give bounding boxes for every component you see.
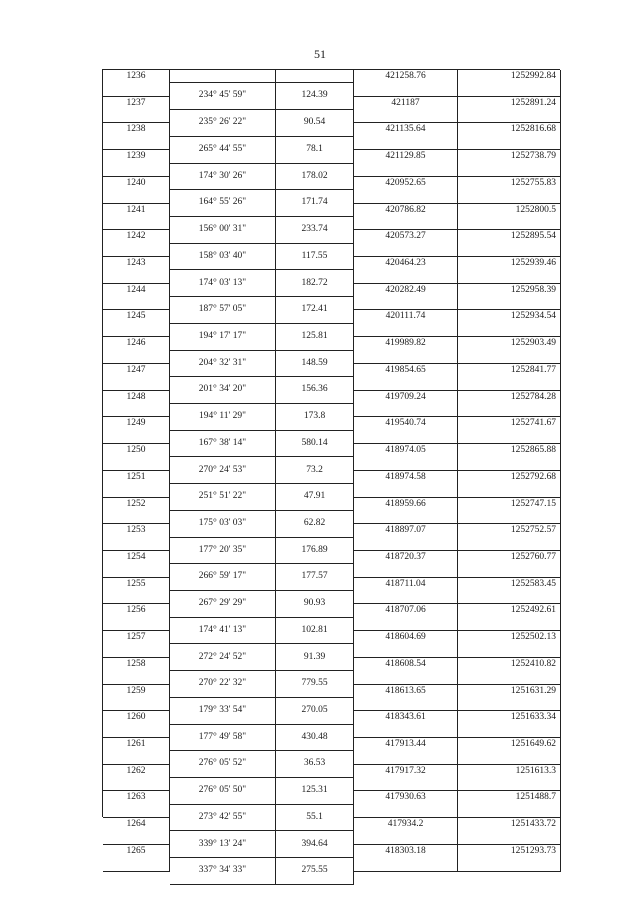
bearing-angle-cell: 167° 38' 14" xyxy=(170,431,276,458)
bearing-angle-cell: 204° 32' 31" xyxy=(170,351,276,378)
x-coordinate-cell: 418604.69 xyxy=(354,631,458,658)
bearing-angle-cell: 276° 05' 50" xyxy=(170,778,276,805)
y-coordinate-cell: 1251649.62 xyxy=(458,738,561,765)
bearing-angle-cell: 187° 57' 05" xyxy=(170,297,276,324)
distance-cell: 47.91 xyxy=(276,484,354,511)
bearing-angle-cell: 265° 44' 55" xyxy=(170,137,276,164)
distance-cell: 91.39 xyxy=(276,644,354,671)
x-coordinate-cell: 417917.32 xyxy=(354,765,458,792)
bearing-angle-cell: 194° 17' 17" xyxy=(170,324,276,351)
bearing-angle-cell: 158° 03' 40" xyxy=(170,244,276,271)
distance-cell: 62.82 xyxy=(276,511,354,538)
point-number-cell: 1254 xyxy=(103,551,170,578)
distance-cell: 173.8 xyxy=(276,404,354,431)
bearing-angle-cell: 272° 24' 52" xyxy=(170,644,276,671)
y-coordinate-cell: 1251633.34 xyxy=(458,711,561,738)
x-coordinate-cell: 419854.65 xyxy=(354,364,458,391)
x-coordinate-cell: 419540.74 xyxy=(354,417,458,444)
x-coordinate-cell: 418711.04 xyxy=(354,578,458,605)
distance-cell: 172.41 xyxy=(276,297,354,324)
page-number: 51 xyxy=(314,47,326,61)
bearing-angle-cell: 234° 45' 59" xyxy=(170,83,276,110)
bearing-angle-cell: 175° 03' 03" xyxy=(170,511,276,538)
distance-cell: 275.55 xyxy=(276,858,354,885)
distance-cell: 148.59 xyxy=(276,351,354,378)
x-coordinate-cell: 418707.06 xyxy=(354,604,458,631)
distance-cell: 233.74 xyxy=(276,217,354,244)
y-coordinate-cell: 1251293.73 xyxy=(458,845,561,872)
y-coordinate-cell: 1252903.49 xyxy=(458,337,561,364)
x-coordinate-cell: 420111.74 xyxy=(354,310,458,337)
x-coordinate-cell: 420952.65 xyxy=(354,177,458,204)
distance-cell: 55.1 xyxy=(276,805,354,832)
y-coordinate-cell: 1252891.24 xyxy=(458,97,561,124)
bearing-angle-cell: 164° 55' 26" xyxy=(170,190,276,217)
coordinate-table xyxy=(102,69,560,876)
y-coordinate-cell: 1252800.5 xyxy=(458,204,561,231)
bearing-angle-cell: 337° 34' 33" xyxy=(170,858,276,885)
bearing-angle-cell: 270° 24' 53" xyxy=(170,457,276,484)
distance-cell: 178.02 xyxy=(276,164,354,191)
bearing-angle-cell: 273° 42' 55" xyxy=(170,805,276,832)
point-number-cell: 1237 xyxy=(103,97,170,124)
y-coordinate-cell: 1252792.68 xyxy=(458,471,561,498)
bearing-angle-cell: 194° 11' 29" xyxy=(170,404,276,431)
x-coordinate-cell: 419989.82 xyxy=(354,337,458,364)
y-coordinate-cell: 1252583.45 xyxy=(458,578,561,605)
point-number-cell: 1265 xyxy=(103,845,170,872)
x-coordinate-cell: 421258.76 xyxy=(354,70,458,97)
y-coordinate-cell: 1252934.54 xyxy=(458,310,561,337)
point-number-cell: 1243 xyxy=(103,257,170,284)
bearing-angle-cell: 177° 49' 58" xyxy=(170,725,276,752)
y-coordinate-cell: 1251488.7 xyxy=(458,791,561,818)
point-number-cell: 1255 xyxy=(103,578,170,605)
bearing-angle-cell: 156° 00' 31" xyxy=(170,217,276,244)
y-coordinate-cell: 1252784.28 xyxy=(458,391,561,418)
point-number-cell: 1236 xyxy=(103,70,170,97)
bearing-angle-cell: 179° 33' 54" xyxy=(170,698,276,725)
distance-cell: 394.64 xyxy=(276,831,354,858)
distance-cell: 90.54 xyxy=(276,110,354,137)
y-coordinate-cell: 1252865.88 xyxy=(458,444,561,471)
y-coordinate-cell: 1252747.15 xyxy=(458,498,561,525)
x-coordinate-cell: 418303.18 xyxy=(354,845,458,872)
empty-cell xyxy=(276,70,354,83)
distance-cell: 156.36 xyxy=(276,377,354,404)
point-number-cell: 1264 xyxy=(103,818,170,845)
point-number-cell: 1245 xyxy=(103,310,170,337)
x-coordinate-cell: 420282.49 xyxy=(354,284,458,311)
y-coordinate-cell: 1252895.54 xyxy=(458,230,561,257)
point-number-cell: 1242 xyxy=(103,230,170,257)
x-coordinate-cell: 418897.07 xyxy=(354,524,458,551)
distance-cell: 117.55 xyxy=(276,244,354,271)
x-coordinate-cell: 421135.64 xyxy=(354,123,458,150)
y-coordinate-cell: 1252492.61 xyxy=(458,604,561,631)
point-number-cell: 1248 xyxy=(103,391,170,418)
x-coordinate-cell: 418974.58 xyxy=(354,471,458,498)
distance-cell: 36.53 xyxy=(276,751,354,778)
distance-cell: 102.81 xyxy=(276,618,354,645)
bearing-angle-cell: 235° 26' 22" xyxy=(170,110,276,137)
x-coordinate-cell: 420573.27 xyxy=(354,230,458,257)
y-coordinate-cell: 1252939.46 xyxy=(458,257,561,284)
y-coordinate-cell: 1252410.82 xyxy=(458,658,561,685)
x-coordinate-cell: 417930.63 xyxy=(354,791,458,818)
x-coordinate-cell: 418720.37 xyxy=(354,551,458,578)
y-coordinate-cell: 1252741.67 xyxy=(458,417,561,444)
x-coordinate-cell: 417913.44 xyxy=(354,738,458,765)
x-coordinate-cell: 417934.2 xyxy=(354,818,458,845)
point-number-cell: 1263 xyxy=(103,791,170,818)
y-coordinate-cell: 1252755.83 xyxy=(458,177,561,204)
distance-cell: 90.93 xyxy=(276,591,354,618)
point-number-cell: 1241 xyxy=(103,204,170,231)
point-number-cell: 1247 xyxy=(103,364,170,391)
distance-cell: 171.74 xyxy=(276,190,354,217)
distance-cell: 125.31 xyxy=(276,778,354,805)
point-number-cell: 1238 xyxy=(103,123,170,150)
bearing-angle-cell: 177° 20' 35" xyxy=(170,538,276,565)
distance-cell: 430.48 xyxy=(276,725,354,752)
point-number-cell: 1251 xyxy=(103,471,170,498)
y-coordinate-cell: 1252752.57 xyxy=(458,524,561,551)
empty-cell xyxy=(170,70,276,83)
y-coordinate-cell: 1251631.29 xyxy=(458,685,561,712)
point-number-cell: 1250 xyxy=(103,444,170,471)
point-number-cell: 1240 xyxy=(103,177,170,204)
x-coordinate-cell: 418959.66 xyxy=(354,498,458,525)
x-coordinate-cell: 421187 xyxy=(354,97,458,124)
x-coordinate-cell: 421129.85 xyxy=(354,150,458,177)
distance-cell: 176.89 xyxy=(276,538,354,565)
point-number-cell: 1262 xyxy=(103,765,170,792)
y-coordinate-cell: 1252738.79 xyxy=(458,150,561,177)
x-coordinate-cell: 418608.54 xyxy=(354,658,458,685)
y-coordinate-cell: 1252760.77 xyxy=(458,551,561,578)
distance-cell: 580.14 xyxy=(276,431,354,458)
y-coordinate-cell: 1252841.77 xyxy=(458,364,561,391)
bearing-angle-cell: 270° 22' 32" xyxy=(170,671,276,698)
point-number-cell: 1259 xyxy=(103,685,170,712)
distance-cell: 124.39 xyxy=(276,83,354,110)
bearing-angle-cell: 174° 30' 26" xyxy=(170,164,276,191)
bearing-angle-cell: 174° 03' 13" xyxy=(170,270,276,297)
x-coordinate-cell: 420786.82 xyxy=(354,204,458,231)
point-number-cell: 1261 xyxy=(103,738,170,765)
bearing-angle-cell: 339° 13' 24" xyxy=(170,831,276,858)
distance-cell: 73.2 xyxy=(276,457,354,484)
bearing-angle-cell: 251° 51' 22" xyxy=(170,484,276,511)
y-coordinate-cell: 1251433.72 xyxy=(458,818,561,845)
point-number-cell: 1249 xyxy=(103,417,170,444)
point-number-cell: 1258 xyxy=(103,658,170,685)
point-number-cell: 1244 xyxy=(103,284,170,311)
distance-cell: 270.05 xyxy=(276,698,354,725)
point-number-cell: 1256 xyxy=(103,604,170,631)
point-number-cell: 1246 xyxy=(103,337,170,364)
y-coordinate-cell: 1251613.3 xyxy=(458,765,561,792)
y-coordinate-cell: 1252816.68 xyxy=(458,123,561,150)
y-coordinate-cell: 1252502.13 xyxy=(458,631,561,658)
x-coordinate-cell: 418343.61 xyxy=(354,711,458,738)
bearing-angle-cell: 266° 59' 17" xyxy=(170,564,276,591)
distance-cell: 177.57 xyxy=(276,564,354,591)
point-number-cell: 1257 xyxy=(103,631,170,658)
bearing-angle-cell: 267° 29' 29" xyxy=(170,591,276,618)
y-coordinate-cell: 1252958.39 xyxy=(458,284,561,311)
bearing-angle-cell: 276° 05' 52" xyxy=(170,751,276,778)
x-coordinate-cell: 418613.65 xyxy=(354,685,458,712)
distance-cell: 182.72 xyxy=(276,270,354,297)
bearing-angle-cell: 174° 41' 13" xyxy=(170,618,276,645)
point-number-cell: 1260 xyxy=(103,711,170,738)
x-coordinate-cell: 418974.05 xyxy=(354,444,458,471)
point-number-cell: 1252 xyxy=(103,498,170,525)
x-coordinate-cell: 419709.24 xyxy=(354,391,458,418)
bearing-angle-cell: 201° 34' 20" xyxy=(170,377,276,404)
point-number-cell: 1239 xyxy=(103,150,170,177)
y-coordinate-cell: 1252992.84 xyxy=(458,70,561,97)
distance-cell: 779.55 xyxy=(276,671,354,698)
distance-cell: 125.81 xyxy=(276,324,354,351)
point-number-cell: 1253 xyxy=(103,524,170,551)
distance-cell: 78.1 xyxy=(276,137,354,164)
x-coordinate-cell: 420464.23 xyxy=(354,257,458,284)
